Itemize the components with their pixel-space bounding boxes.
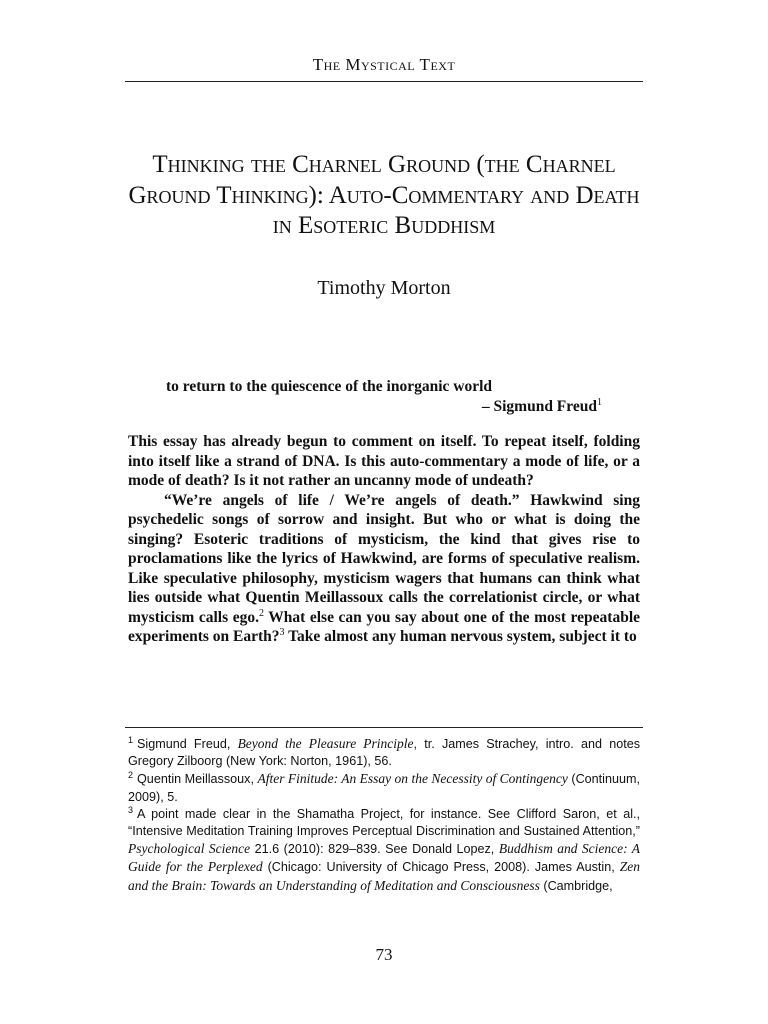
epigraph-attribution [166, 397, 602, 417]
footnote-1-book-title: Beyond the Pleasure Principle [237, 736, 414, 751]
footnote-3-text-3: (Chicago: University of Chicago Press, 2008). James Austin, [262, 860, 620, 875]
footnote-1-text: Sigmund Freud, [137, 737, 238, 751]
footnote-ref-3[interactable]: 3 [279, 627, 285, 638]
footnote-1 [128, 735, 640, 770]
footnote-3-journal-title: Psychological Science [128, 841, 251, 857]
running-header [125, 55, 643, 82]
article-title: Thinking the Charnel Ground (the Charnel Ground Thinking): Auto-Commentary and Death in Esoteric Buddhism [128, 151, 640, 239]
paragraph-2-part-a: “We’re angels of life / We’re angels of death.” Hawkwind sing psychedelic songs of sorrow and insight. But who or what is doing the singing? Esoteric traditions of mysticism, the kind that gives rise to proclamations like the lyrics of Hawkwind, are forms of speculative realism. Like speculative philosophy, mysticism wagers that humans can think what lies outside what Quentin Meillassoux calls the correlationist circle, or what mysticism calls ego. [128, 491, 640, 626]
footnote-3-book-title-1: Buddhism and Science: A Guide for the Perplexed [128, 841, 641, 875]
paragraph-2-part-b: What else can you say about one of the most repeatable experiments on Earth? [128, 608, 641, 645]
epigraph-text: to return to the quiescence of the inorganic world [166, 378, 493, 395]
footnote-3-text-end: (Cambridge, [539, 878, 613, 893]
footnote-3-text: A point made clear in the Shamatha Project, for instance. See Clifford Saron, et al., “Intensive Meditation Training Improves Perceptual Discrimination and Sustained Attention,” [128, 806, 640, 839]
footnote-2-text-end: (Continuum, 2009), 5. [128, 772, 640, 804]
paragraph-2 [128, 491, 640, 647]
epigraph [166, 377, 602, 417]
running-title: The Mystical Text [312, 55, 456, 74]
footnote-2-text: Quentin Meillassoux, [137, 772, 258, 787]
footnote-2-number: 2 [128, 770, 134, 781]
footnote-1-text-end: , tr. James Strachey, intro. and notes Gregory Zilboorg (New York: Norton, 1961), 56. [128, 737, 641, 769]
article-author: Timothy Morton [317, 277, 451, 299]
paragraph-2-part-c: Take almost any human nervous system, subject it to [284, 628, 637, 645]
epigraph-attribution-text: – Sigmund Freud [481, 398, 597, 415]
paragraph-1: This essay has already begun to comment on itself. To repeat itself, folding into itself like a strand of DNA. Is this auto-commentary a mode of life, or a mode of death? Is it not rather an uncanny mode of undeath? [128, 433, 640, 489]
footnote-3 [128, 806, 640, 895]
page-number: 73 [375, 945, 393, 964]
footnote-3-book-title-2: Zen and the Brain: Towards an Understanding of Meditation and Consciousness [128, 859, 640, 893]
footnote-1-number: 1 [128, 735, 134, 745]
footnote-2-book-title: After Finitude: An Essay on the Necessity of Contingency [257, 771, 568, 787]
footnote-ref-2[interactable]: 2 [258, 607, 264, 619]
footnote-3-number: 3 [128, 804, 134, 815]
footnote-2 [128, 770, 640, 805]
footnote-divider [125, 727, 643, 728]
body-text [128, 432, 640, 647]
footnote-3-text-2: 21.6 (2010): 829–839. See Donald Lopez, [250, 842, 499, 857]
footnotes [128, 735, 640, 895]
footnote-ref-1[interactable]: 1 [597, 397, 602, 408]
